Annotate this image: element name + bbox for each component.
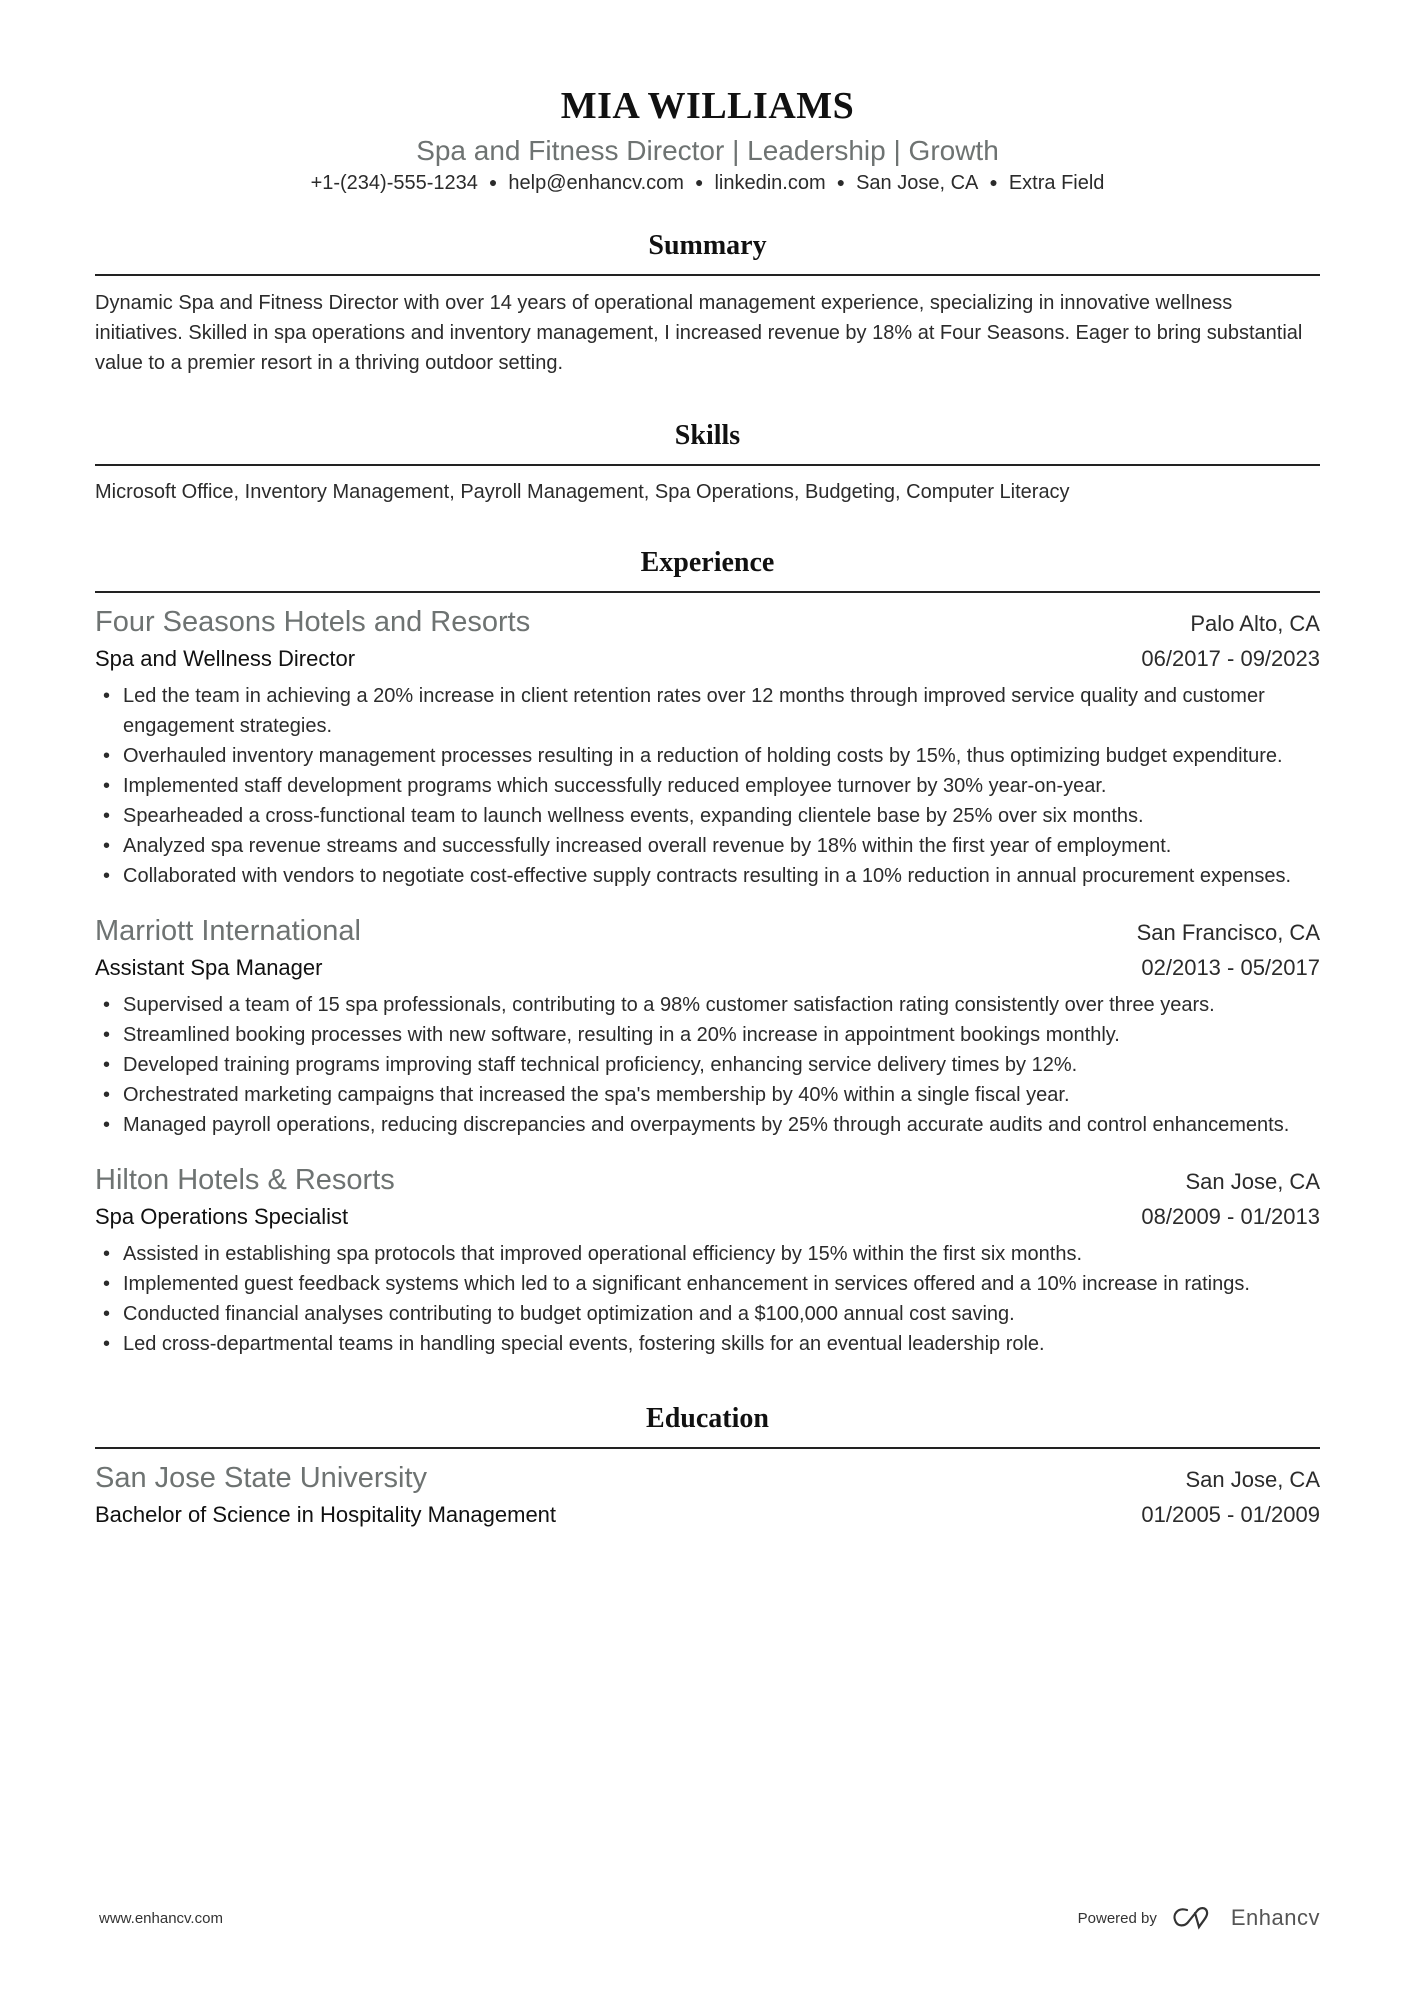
section-heading: Summary [95,228,1320,276]
job-location: Palo Alto, CA [1190,611,1320,636]
resume-header [95,0,1320,197]
bullet-text: Assisted in establishing spa protocols that improved operational efficiency by 15% within the first six months. [123,1243,1083,1265]
bullet-icon: • [103,1303,111,1325]
education-entry [95,1460,1320,1530]
bullet-icon: • [103,685,111,707]
bullet-text: Managed payroll operations, reducing discrepancies and overpayments by 25% through accurate audits and control enhancements. [123,1114,1290,1136]
list-item [95,1110,1320,1140]
contact-location: San Jose, CA [856,172,979,194]
footer-website[interactable]: www.enhancv.com [99,1909,223,1927]
summary-section [95,228,1320,378]
list-item [95,1020,1320,1050]
bullet-icon: • [103,994,111,1016]
bullet-icon: • [103,865,111,887]
experience-section [95,545,1320,1359]
skills-text: Microsoft Office, Inventory Management, Payroll Management, Spa Operations, Budgeting, Computer Literacy [95,481,1070,503]
bullet-text: Overhauled inventory management processes resulting in a reduction of holding costs by 15%, thus optimizing budget expenditure. [123,745,1283,767]
bullet-icon: • [103,1114,111,1136]
list-item [95,771,1320,801]
bullet-icon: • [103,745,111,767]
summary-text: Dynamic Spa and Fitness Director with over 14 years of operational management experience, specializing in innovative wellness initiatives. Skilled in spa operations and inventory management, I increased revenue by 18% at Four Seasons. Eager to bring substantial value to a premier resort in a thriving outdoor setting. [95,292,1303,374]
job-dates: 02/2013 - 05/2017 [1141,955,1320,980]
footer-brand [1078,1905,1320,1931]
separator-dot: ● [694,174,704,190]
bullet-icon: • [103,1024,111,1046]
skills-section [95,418,1320,507]
bullet-icon: • [103,1333,111,1355]
brand-name: Enhancv [1230,1905,1320,1930]
list-item [95,1269,1320,1299]
list-item [95,1239,1320,1269]
bullet-icon: • [103,775,111,797]
job-title: Spa Operations Specialist [95,1204,349,1229]
list-item [95,1050,1320,1080]
contact-phone: +1-(234)-555-1234 [310,172,478,194]
bullet-text: Conducted financial analyses contributing to budget optimization and a $100,000 annual cost saving. [123,1303,1015,1325]
list-item [95,1329,1320,1359]
company-name: Four Seasons Hotels and Resorts [95,606,531,638]
bullet-text: Implemented guest feedback systems which led to a significant enhancement in services offered and a 10% increase in ratings. [123,1273,1250,1295]
list-item [95,681,1320,741]
bullet-text: Developed training programs improving staff technical proficiency, enhancing service delivery times by 12%. [123,1054,1078,1076]
experience-entry [95,1162,1320,1359]
bullet-text: Implemented staff development programs which successfully reduced employee turnover by 30% year-on-year. [123,775,1107,797]
achievement-list [95,1239,1320,1359]
list-item [95,1080,1320,1110]
list-item [95,801,1320,831]
resume-page [95,0,1320,1530]
separator-dot: ● [989,174,998,190]
list-item [95,1299,1320,1329]
achievement-list [95,681,1320,891]
list-item [95,990,1320,1020]
experience-entry [95,604,1320,891]
bullet-text: Streamlined booking processes with new software, resulting in a 20% increase in appointment bookings monthly. [123,1024,1120,1046]
job-location: San Jose, CA [1185,1169,1320,1194]
school-name: San Jose State University [95,1462,428,1494]
bullet-icon: • [103,1273,111,1295]
footer [99,1903,1320,1933]
bullet-text: Led cross-departmental teams in handling special events, fostering skills for an eventual leadership role. [123,1333,1045,1355]
achievement-list [95,990,1320,1140]
section-heading: Experience [95,545,1320,593]
bullet-text: Analyzed spa revenue streams and successfully increased overall revenue by 18% within the first year of employment. [123,835,1172,857]
list-item [95,741,1320,771]
bullet-text: Supervised a team of 15 spa professionals, contributing to a 98% customer satisfaction rating consistently over three years. [123,994,1215,1016]
bullet-icon: • [103,1054,111,1076]
section-heading: Education [95,1401,1320,1449]
company-name: Hilton Hotels & Resorts [95,1164,395,1196]
experience-entry [95,913,1320,1140]
bullet-text: Led the team in achieving a 20% increase in client retention rates over 12 months through improved service quality and customer engagement strategies. [123,685,1265,737]
contact-email[interactable]: help@enhancv.com [508,172,684,194]
section-heading: Skills [95,418,1320,466]
bullet-icon: • [103,805,111,827]
job-location: San Francisco, CA [1136,920,1320,945]
contact-linkedin[interactable]: linkedin.com [714,172,826,194]
degree: Bachelor of Science in Hospitality Management [95,1502,557,1527]
bullet-text: Spearheaded a cross-functional team to launch wellness events, expanding clientele base by 25% over six months. [123,805,1144,827]
contact-info [95,168,1320,197]
list-item [95,831,1320,861]
bullet-icon: • [103,1243,111,1265]
job-title: Assistant Spa Manager [95,955,323,980]
bullet-text: Orchestrated marketing campaigns that increased the spa's membership by 40% within a single fiscal year. [123,1084,1070,1106]
powered-by-label: Powered by [1077,1909,1157,1927]
job-title: Spa and Wellness Director [95,646,356,671]
education-dates: 01/2005 - 01/2009 [1141,1502,1320,1527]
candidate-title: Spa and Fitness Director | Leadership | Growth [416,135,999,166]
candidate-name: MIA WILLIAMS [560,85,855,127]
bullet-icon: • [103,835,111,857]
education-section [95,1401,1320,1530]
job-dates: 08/2009 - 01/2013 [1141,1204,1320,1229]
company-name: Marriott International [95,915,361,947]
school-location: San Jose, CA [1185,1467,1320,1492]
contact-extra: Extra Field [1008,172,1105,194]
separator-dot: ● [488,174,498,190]
separator-dot: ● [836,174,846,190]
job-dates: 06/2017 - 09/2023 [1141,646,1320,671]
bullet-icon: • [103,1084,111,1106]
bullet-text: Collaborated with vendors to negotiate cost-effective supply contracts resulting in a 10% reduction in annual procurement expenses. [123,865,1292,887]
list-item [95,861,1320,891]
enhancv-logo-icon [1171,1905,1217,1931]
